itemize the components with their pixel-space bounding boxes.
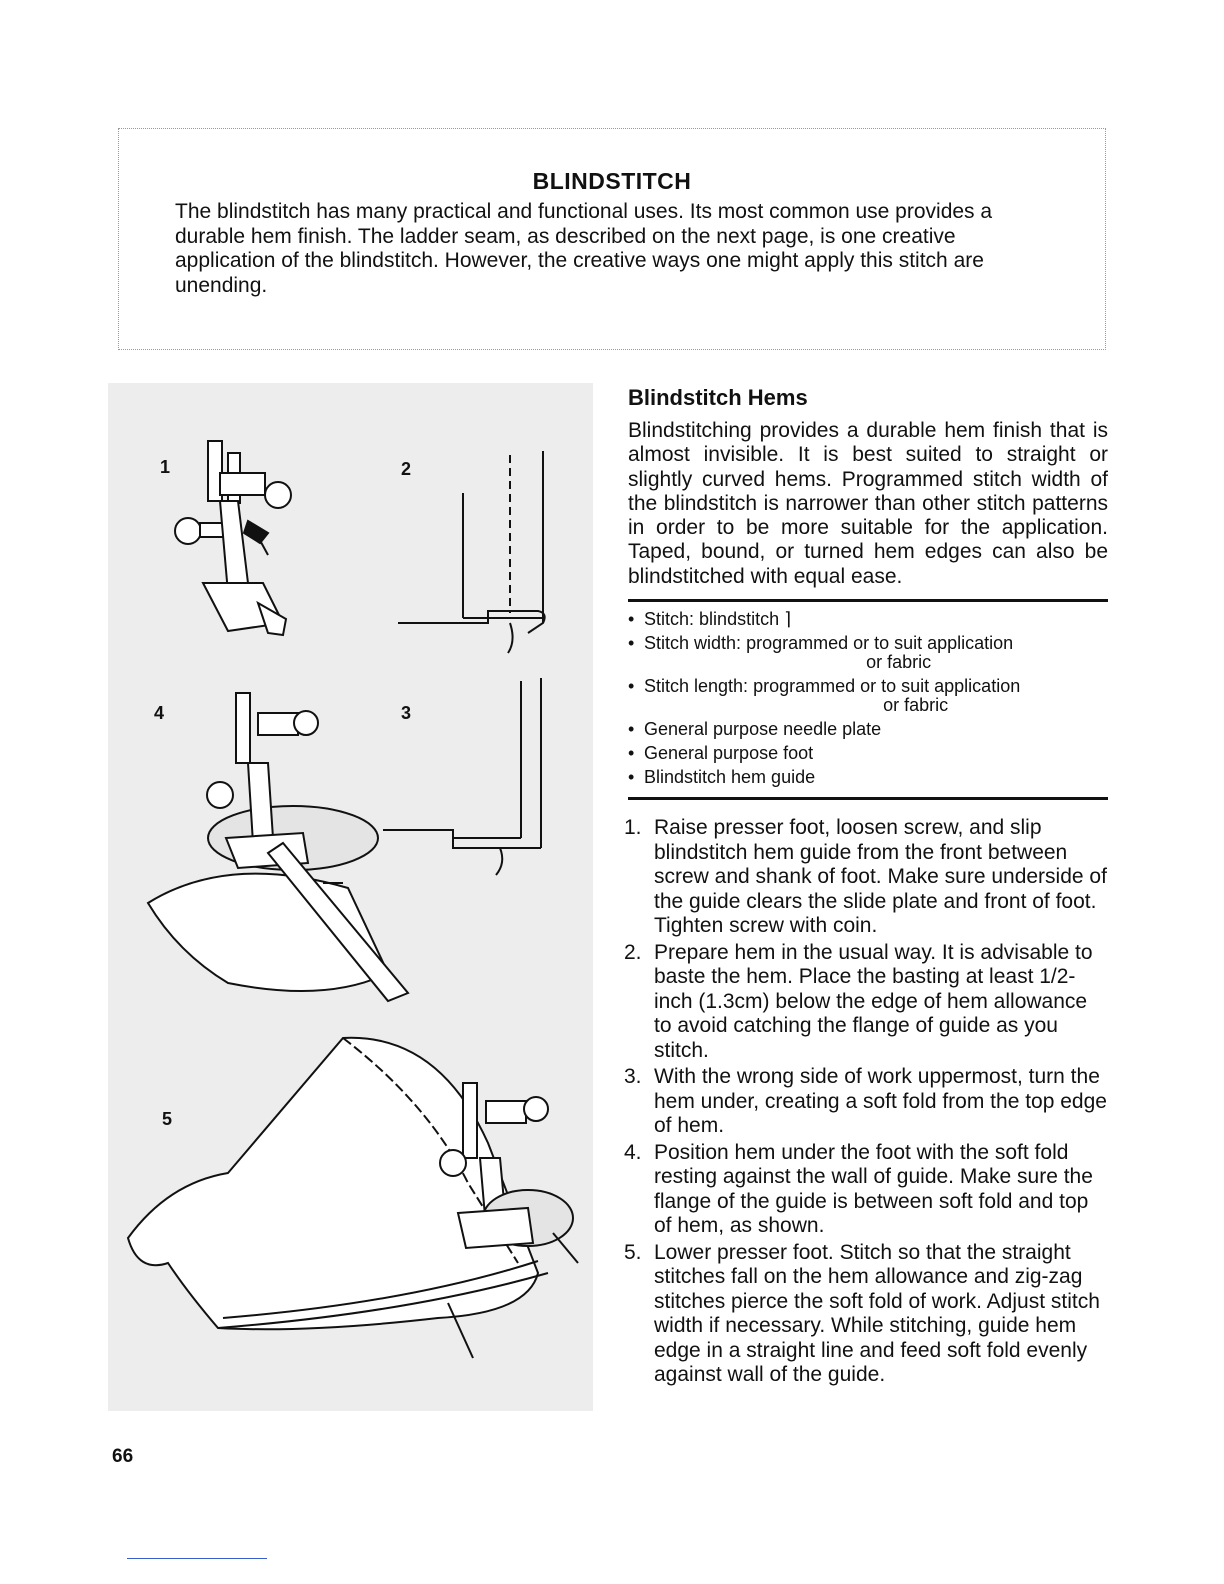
page-number: 66 bbox=[112, 1446, 134, 1467]
setting-value: programmed or to suit application bbox=[753, 676, 1021, 697]
step-text: Prepare hem in the usual way. It is advisable to baste the hem. Place the basting at least 1/2-inch (1.3cm) below the edge of hem allowance to avoid catching the flange of guide as you stitch. bbox=[654, 940, 1093, 1062]
settings-item bbox=[628, 744, 1108, 763]
step-item bbox=[624, 1065, 1108, 1139]
figure-label-2: 2 bbox=[401, 459, 412, 479]
footer-line bbox=[127, 1558, 267, 1559]
step-item bbox=[624, 940, 1108, 1064]
setting-value: General purpose foot bbox=[644, 743, 814, 764]
instructions-column bbox=[624, 385, 1108, 1390]
intro-paragraph: The blindstitch has many practical and functional uses. Its most common use provides a durable hem finish. The ladder seam, as described on the next page, is one creative application of the blindstitch. However, the creative ways one might apply this stitch are unending. bbox=[175, 200, 993, 297]
settings-item bbox=[628, 634, 1108, 672]
setting-value: programmed or to suit application bbox=[746, 633, 1014, 654]
step-text: Raise presser foot, loosen screw, and slip blindstitch hem guide from the front between screw and shank of foot. Make sure underside of the guide clears the slide plate and front of foot. Tighten screw with coin. bbox=[654, 816, 1107, 938]
step-number: 1. bbox=[624, 816, 642, 840]
step-number: 2. bbox=[624, 940, 642, 964]
setting-label: Stitch width: bbox=[644, 633, 742, 654]
figure-label-3: 3 bbox=[401, 703, 412, 723]
figure-label-4: 4 bbox=[154, 703, 165, 723]
illustration-panel bbox=[108, 383, 593, 1411]
setting-label: Stitch length: bbox=[644, 676, 749, 697]
step-item bbox=[624, 1140, 1108, 1239]
divider bbox=[628, 797, 1108, 800]
step-number: 4. bbox=[624, 1140, 642, 1164]
settings-item bbox=[628, 720, 1108, 739]
setting-value-continued: or fabric bbox=[883, 695, 949, 716]
step-item bbox=[624, 816, 1108, 939]
figure-5-curved-hem bbox=[128, 1038, 578, 1358]
figure-label-1: 1 bbox=[160, 457, 171, 477]
step-item bbox=[624, 1240, 1108, 1388]
settings-item bbox=[628, 610, 1108, 629]
page-title: BLINDSTITCH bbox=[532, 168, 692, 194]
step-number: 3. bbox=[624, 1065, 642, 1089]
setting-value: blindstitch bbox=[699, 609, 780, 630]
step-text: With the wrong side of work uppermost, turn the hem under, creating a soft fold from the top edge of hem. bbox=[654, 1065, 1107, 1138]
setting-label: Stitch: bbox=[644, 609, 695, 630]
step-number: 5. bbox=[624, 1240, 642, 1264]
blindstitch-illustrations bbox=[108, 383, 593, 1411]
figure-label-5: 5 bbox=[162, 1109, 173, 1129]
step-text: Position hem under the foot with the soft fold resting against the wall of guide. Make sure the flange of the guide is between soft fold and top of hem, as shown. bbox=[654, 1140, 1093, 1238]
settings-item bbox=[628, 768, 1108, 787]
section-body: Blindstitching provides a durable hem finish that is almost invisible. It is best suited to straight or slightly curved hems. Programmed stitch width of the blindstitch is narrower than other stitch patterns in order to be more suitable for the application. Taped, bound, or turned hem edges can also be blindstitched with equal ease. bbox=[628, 419, 1108, 588]
setting-value: General purpose needle plate bbox=[644, 719, 882, 740]
blindstitch-symbol-icon: ⌉ bbox=[784, 609, 792, 630]
section-title: Blindstitch Hems bbox=[628, 385, 808, 410]
steps-list bbox=[624, 816, 1108, 1388]
divider bbox=[628, 599, 1108, 602]
setting-value: Blindstitch hem guide bbox=[644, 767, 816, 788]
setting-value-continued: or fabric bbox=[866, 652, 932, 673]
step-text: Lower presser foot. Stitch so that the straight stitches fall on the hem allowance and zig-zag stitches pierce the soft fold of work. Adjust stitch width if necessary. While stitching, guide hem edge in a straight line and feed soft fold evenly against wall of the guide. bbox=[654, 1240, 1100, 1387]
figure-2-hem-fold bbox=[398, 451, 545, 653]
settings-list bbox=[628, 610, 1108, 787]
figure-1-presser-foot bbox=[175, 441, 291, 635]
figure-4-guide-attached bbox=[148, 693, 408, 1001]
settings-item bbox=[628, 677, 1108, 715]
